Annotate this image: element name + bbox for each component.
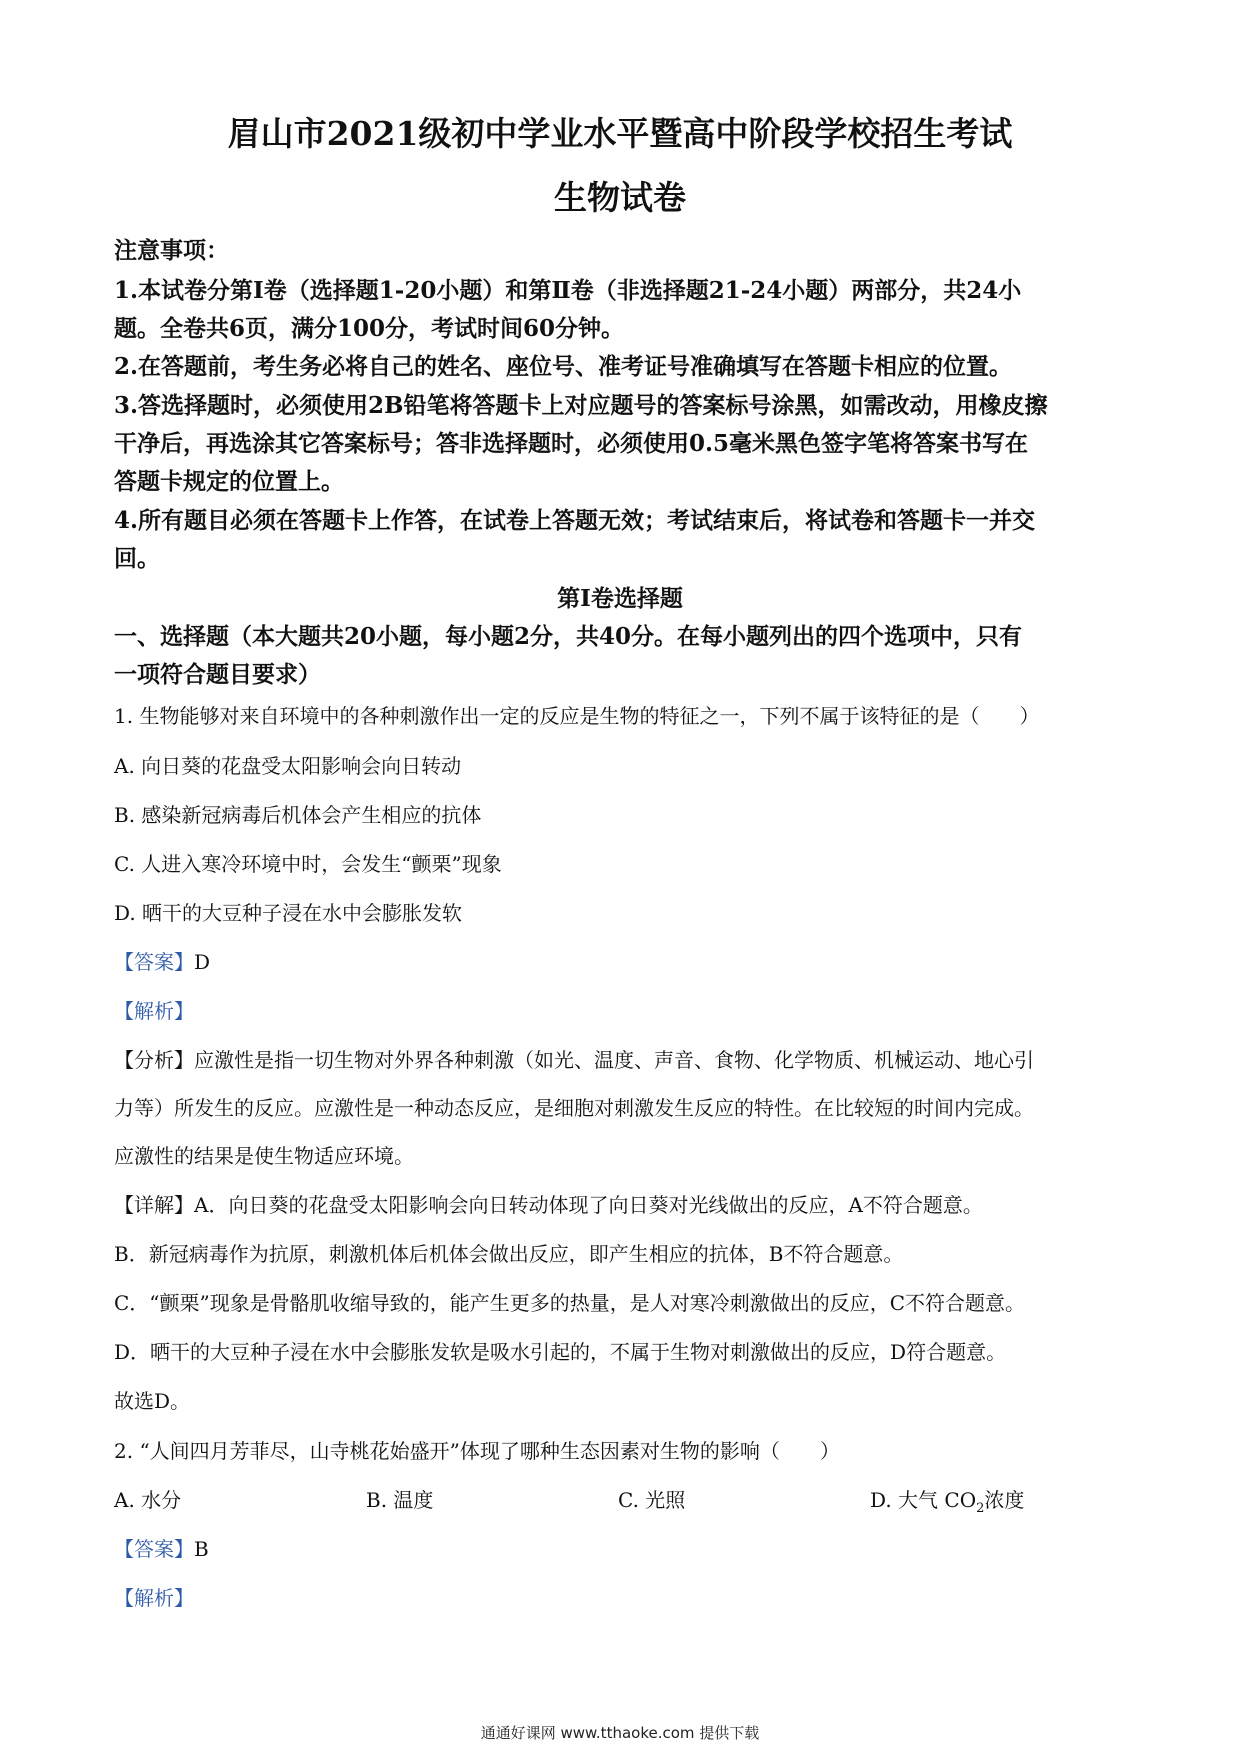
fenxi-text-1: 应激性是指一切生物对外界各种刺激（如光、温度、声音、食物、化学物质、机械运动、地心引: [194, 1048, 1034, 1072]
q1-fenxi-line-1: [114, 1044, 1034, 1073]
q2-option-c: C. 光照: [618, 1488, 686, 1512]
exam-subtitle: 生物试卷: [554, 178, 686, 217]
xiangjie-text-1: A．向日葵的花盘受太阳影响会向日转动体现了向日葵对光线做出的反应，A不符合题意。: [194, 1193, 983, 1217]
q2-option-d-suffix: 浓度: [984, 1488, 1025, 1512]
q1-xiangjie-line-3: C．“颤栗”现象是骨骼肌收缩导致的，能产生更多的热量，是人对寒冷刺激做出的反应，C不符合题意。: [114, 1291, 1026, 1315]
analysis-tag: 【解析】: [114, 1586, 194, 1610]
q2-answer: [114, 1533, 209, 1562]
q1-xiangjie-line-1: [114, 1189, 983, 1218]
q2-option-d-sub: 2: [976, 1501, 985, 1516]
q1-conclusion: 故选D。: [114, 1389, 191, 1413]
notice-line-3: 2.在答题前，考生务必将自己的姓名、座位号、准考证号准确填写在答题卡相应的位置。: [114, 353, 1013, 380]
q2-options: [114, 1484, 1124, 1514]
q1-xiangjie-line-4: D．晒干的大豆种子浸在水中会膨胀发软是吸水引起的，不属于生物对刺激做出的反应，D符合题意。: [114, 1340, 1007, 1364]
q2-option-b: B. 温度: [366, 1488, 434, 1512]
q1-fenxi-line-2: 力等）所发生的反应。应激性是一种动态反应，是细胞对刺激发生反应的特性。在比较短的时间内完成。: [114, 1096, 1034, 1120]
notice-line-1: 1.本试卷分第Ⅰ卷（选择题1-20小题）和第Ⅱ卷（非选择题21-24小题）两部分，共24小: [114, 277, 1022, 304]
answer-tag: 【答案】: [114, 950, 194, 974]
answer-value: D: [194, 950, 211, 974]
notice-line-8: 回。: [114, 545, 160, 572]
q1-option-b: B. 感染新冠病毒后机体会产生相应的抗体: [114, 803, 482, 827]
notice-heading: 注意事项：: [114, 237, 229, 264]
section-heading-line-1: 一、选择题（本大题共20小题，每小题2分，共40分。在每小题列出的四个选项中，只有: [114, 623, 1023, 650]
notice-line-2: 题。全卷共6页，满分100分，考试时间60分钟。: [114, 315, 625, 342]
q2-analysis: [114, 1582, 194, 1611]
q2-option-d-prefix: D. 大气 CO: [870, 1488, 977, 1512]
q1-fenxi-line-3: 应激性的结果是使生物适应环境。: [114, 1144, 414, 1168]
q1-stem: 1. 生物能够对来自环境中的各种刺激作出一定的反应是生物的特征之一，下列不属于该特征的是（ ）: [114, 704, 1040, 728]
analysis-tag: 【解析】: [114, 999, 194, 1023]
q1-analysis: [114, 995, 194, 1024]
notice-line-7: 4.所有题目必须在答题卡上作答，在试卷上答题无效；考试结束后，将试卷和答题卡一并交: [114, 507, 1036, 534]
fenxi-tag: 【分析】: [114, 1048, 194, 1072]
section-title: 第Ⅰ卷选择题: [557, 585, 683, 612]
notice-line-4: 3.答选择题时，必须使用2B铅笔将答题卡上对应题号的答案标号涂黑，如需改动，用橡皮擦: [114, 392, 1048, 419]
q1-option-c: C. 人进入寒冷环境中时，会发生“颤栗”现象: [114, 852, 502, 876]
q1-answer: [114, 946, 210, 975]
q1-option-d: D. 晒干的大豆种子浸在水中会膨胀发软: [114, 901, 463, 925]
notice-line-6: 答题卡规定的位置上。: [114, 468, 344, 495]
answer-tag: 【答案】: [114, 1537, 194, 1561]
q1-option-a: A. 向日葵的花盘受太阳影响会向日转动: [114, 754, 462, 778]
notice-line-5: 干净后，再选涂其它答案标号；答非选择题时，必须使用0.5毫米黑色签字笔将答案书写在: [114, 430, 1029, 457]
answer-value: B: [194, 1537, 209, 1561]
q2-option-d: [870, 1484, 1024, 1516]
section-heading-line-2: 一项符合题目要求）: [114, 661, 321, 688]
q2-stem: 2. “人间四月芳菲尽，山寺桃花始盛开”体现了哪种生态因素对生物的影响（ ）: [114, 1439, 840, 1463]
q2-option-a: A. 水分: [114, 1488, 182, 1512]
q1-xiangjie-line-2: B．新冠病毒作为抗原，刺激机体后机体会做出反应，即产生相应的抗体，B不符合题意。: [114, 1242, 904, 1266]
exam-title: 眉山市2021级初中学业水平暨高中阶段学校招生考试: [227, 114, 1013, 153]
xiangjie-tag: 【详解】: [114, 1193, 194, 1217]
footer-watermark: 通通好课网 www.tthaoke.com 提供下载: [480, 1724, 760, 1742]
